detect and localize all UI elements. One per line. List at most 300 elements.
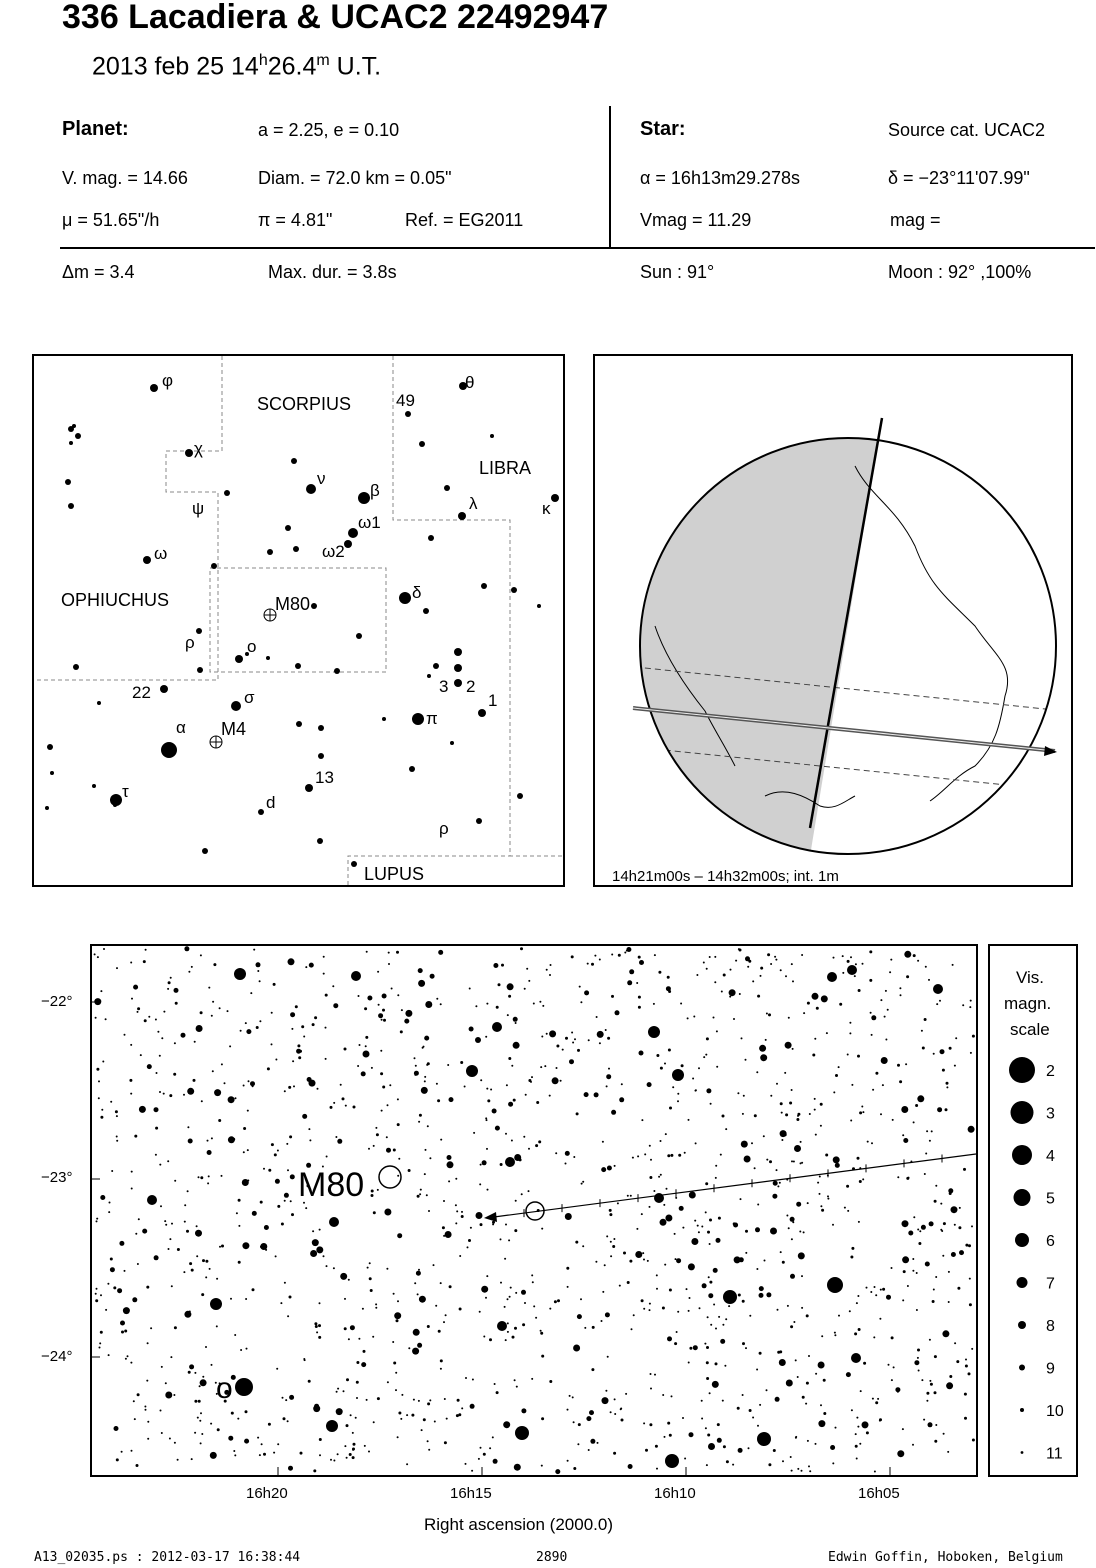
field-star bbox=[904, 951, 911, 958]
field-star bbox=[417, 1195, 420, 1198]
field-star bbox=[887, 1009, 889, 1011]
field-star bbox=[116, 1136, 118, 1138]
field-star bbox=[256, 1026, 259, 1029]
field-star bbox=[181, 1033, 186, 1038]
field-star bbox=[709, 1392, 711, 1394]
field-star bbox=[137, 1011, 139, 1013]
field-star bbox=[500, 1238, 502, 1240]
field-star bbox=[916, 1272, 918, 1274]
field-star bbox=[688, 1362, 690, 1364]
field-star bbox=[666, 1188, 668, 1190]
field-star bbox=[353, 1443, 356, 1446]
field-star bbox=[246, 1029, 251, 1034]
field-star bbox=[759, 1293, 764, 1298]
bright-star bbox=[234, 968, 246, 980]
field-star bbox=[340, 1273, 347, 1280]
field-star bbox=[667, 976, 670, 979]
field-star bbox=[296, 1049, 301, 1054]
field-star bbox=[95, 1299, 98, 1302]
constellation-star bbox=[454, 679, 462, 687]
field-star bbox=[202, 1376, 204, 1378]
bright-star bbox=[827, 972, 837, 982]
field-star bbox=[765, 1039, 767, 1041]
field-star bbox=[421, 1087, 428, 1094]
field-star bbox=[932, 1300, 935, 1303]
field-star bbox=[772, 1194, 777, 1199]
field-star bbox=[729, 989, 736, 996]
field-star bbox=[823, 1379, 826, 1382]
constellation-star bbox=[478, 709, 486, 717]
field-star bbox=[847, 1210, 849, 1212]
field-star bbox=[766, 1013, 768, 1015]
field-star bbox=[774, 956, 776, 958]
field-star bbox=[567, 1409, 569, 1411]
field-star bbox=[591, 1368, 594, 1371]
field-star bbox=[869, 950, 872, 953]
field-star bbox=[889, 971, 891, 973]
field-star bbox=[238, 1199, 241, 1202]
field-star bbox=[662, 1394, 664, 1396]
constellation-star bbox=[97, 701, 101, 705]
field-star bbox=[268, 1423, 271, 1426]
field-star bbox=[514, 1379, 516, 1381]
field-star bbox=[838, 1315, 840, 1317]
field-star bbox=[227, 1010, 229, 1012]
field-star bbox=[259, 1020, 261, 1022]
field-star bbox=[569, 1395, 571, 1397]
field-star bbox=[647, 1260, 649, 1262]
field-star bbox=[959, 1250, 964, 1255]
field-star bbox=[207, 1182, 209, 1184]
field-star bbox=[850, 956, 852, 958]
field-star bbox=[638, 956, 641, 959]
field-star bbox=[323, 973, 325, 975]
field-star bbox=[797, 1468, 799, 1470]
constellation-star bbox=[296, 721, 302, 727]
field-star bbox=[259, 1454, 261, 1456]
field-star bbox=[252, 1211, 257, 1216]
field-star bbox=[901, 1106, 908, 1113]
constellation-star bbox=[454, 664, 462, 672]
field-star bbox=[526, 968, 528, 970]
field-star bbox=[655, 1445, 658, 1448]
field-star bbox=[926, 1130, 928, 1132]
field-star bbox=[397, 1233, 402, 1238]
bright-star bbox=[210, 1298, 222, 1310]
field-star bbox=[649, 1303, 651, 1305]
field-star bbox=[576, 1112, 579, 1115]
field-star bbox=[193, 1079, 196, 1082]
constellation-star bbox=[344, 540, 352, 548]
field-star bbox=[504, 1258, 506, 1260]
field-star bbox=[397, 1300, 399, 1302]
field-star bbox=[353, 1106, 356, 1109]
constellation-star bbox=[113, 803, 117, 807]
field-star bbox=[250, 992, 252, 994]
field-star bbox=[948, 1271, 950, 1273]
field-star bbox=[557, 1299, 560, 1302]
field-star bbox=[660, 1067, 663, 1070]
field-star bbox=[136, 1464, 139, 1467]
field-star bbox=[781, 1112, 783, 1114]
field-star bbox=[521, 1408, 526, 1413]
field-star bbox=[934, 1355, 937, 1358]
field-star bbox=[649, 1206, 651, 1208]
field-star bbox=[851, 1409, 853, 1411]
field-star bbox=[785, 975, 787, 977]
field-star bbox=[169, 1438, 171, 1440]
field-star bbox=[513, 1099, 516, 1102]
star-vmag: Vmag = 11.29 bbox=[640, 210, 752, 230]
field-star bbox=[859, 1443, 861, 1445]
field-star bbox=[471, 1470, 473, 1472]
field-star bbox=[486, 1088, 488, 1090]
field-star bbox=[860, 1390, 862, 1392]
field-star bbox=[839, 1003, 842, 1006]
field-star bbox=[189, 1262, 192, 1265]
constellation-star bbox=[351, 861, 357, 867]
field-star bbox=[132, 1297, 137, 1302]
star-greek-label: λ bbox=[469, 494, 478, 513]
field-star bbox=[419, 1114, 422, 1117]
field-star bbox=[835, 1427, 837, 1429]
field-star bbox=[284, 1282, 286, 1284]
field-star bbox=[972, 1439, 975, 1442]
field-star bbox=[357, 1065, 359, 1067]
field-star bbox=[826, 1032, 828, 1034]
field-star bbox=[487, 1099, 490, 1102]
field-star bbox=[400, 1030, 403, 1033]
field-star bbox=[216, 1278, 218, 1280]
field-star bbox=[535, 1144, 538, 1147]
field-star bbox=[954, 1065, 956, 1067]
field-star bbox=[800, 1141, 802, 1143]
field-star bbox=[965, 1244, 968, 1247]
field-star bbox=[766, 1159, 768, 1161]
field-star bbox=[707, 1316, 709, 1318]
page-title: 336 Lacadiera & UCAC2 22492947 bbox=[62, 0, 609, 36]
field-star bbox=[770, 1095, 772, 1097]
field-star bbox=[325, 1027, 327, 1029]
field-star bbox=[161, 1366, 163, 1368]
field-star bbox=[668, 987, 671, 990]
field-star bbox=[571, 955, 574, 958]
field-star bbox=[161, 1432, 163, 1434]
field-star bbox=[971, 1348, 973, 1350]
field-star bbox=[618, 954, 621, 957]
field-star bbox=[530, 1081, 532, 1083]
field-star bbox=[323, 1255, 325, 1257]
field-star bbox=[823, 1412, 826, 1415]
field-star bbox=[289, 1135, 292, 1138]
field-star bbox=[393, 1149, 396, 1152]
field-star bbox=[637, 1155, 639, 1157]
field-star bbox=[464, 1086, 466, 1088]
field-star bbox=[681, 1064, 684, 1067]
sun-elongation: Sun : 91° bbox=[640, 262, 715, 282]
field-star bbox=[572, 1042, 574, 1044]
field-star bbox=[456, 1210, 458, 1212]
field-star bbox=[508, 1102, 513, 1107]
field-star bbox=[508, 995, 511, 998]
constellation-star bbox=[412, 713, 424, 725]
field-star bbox=[196, 1255, 198, 1257]
field-star bbox=[233, 1450, 235, 1452]
field-star bbox=[709, 956, 711, 958]
field-star bbox=[309, 1139, 311, 1141]
field-star bbox=[134, 1418, 136, 1420]
field-star bbox=[252, 1288, 255, 1291]
field-star bbox=[271, 1043, 273, 1045]
field-star bbox=[312, 1239, 319, 1246]
field-star bbox=[786, 1215, 788, 1217]
field-star bbox=[444, 1398, 446, 1400]
field-star bbox=[376, 1133, 379, 1136]
field-star bbox=[732, 1464, 734, 1466]
field-star bbox=[198, 1400, 201, 1403]
constellation-star bbox=[68, 503, 74, 509]
field-star bbox=[303, 1036, 305, 1038]
field-star bbox=[917, 1349, 920, 1352]
field-star bbox=[314, 1404, 319, 1409]
field-star bbox=[908, 1177, 910, 1179]
field-star bbox=[760, 975, 762, 977]
field-star bbox=[573, 1467, 576, 1470]
field-star bbox=[802, 1396, 805, 1399]
field-star bbox=[336, 1408, 343, 1415]
field-star bbox=[777, 1309, 779, 1311]
field-star bbox=[124, 1270, 126, 1272]
field-star bbox=[814, 1109, 816, 1111]
field-star bbox=[378, 1004, 380, 1006]
field-star bbox=[636, 1228, 638, 1230]
field-star bbox=[869, 979, 872, 982]
field-star bbox=[314, 1322, 317, 1325]
field-star bbox=[131, 1188, 133, 1190]
field-star bbox=[902, 1134, 904, 1136]
field-star bbox=[775, 1397, 780, 1402]
field-star bbox=[200, 1379, 207, 1386]
field-star bbox=[913, 1121, 915, 1123]
field-star bbox=[363, 1051, 370, 1058]
field-star bbox=[693, 1345, 698, 1350]
field-star bbox=[796, 1118, 799, 1121]
field-star bbox=[300, 1452, 303, 1455]
field-star bbox=[902, 1256, 909, 1263]
field-star bbox=[582, 1245, 584, 1247]
field-star bbox=[833, 957, 835, 959]
field-star bbox=[100, 1331, 103, 1334]
field-star bbox=[721, 991, 723, 993]
field-star bbox=[667, 1154, 670, 1157]
field-star bbox=[627, 1195, 629, 1197]
field-star bbox=[290, 1200, 292, 1202]
bright-star bbox=[827, 1277, 843, 1293]
field-star bbox=[665, 1215, 672, 1222]
y-tick-label: −24° bbox=[41, 1348, 73, 1365]
field-star bbox=[444, 1441, 447, 1444]
field-star bbox=[795, 1436, 797, 1438]
field-star bbox=[515, 1292, 517, 1294]
field-star bbox=[785, 1113, 788, 1116]
field-star bbox=[445, 1231, 452, 1238]
field-star bbox=[314, 1016, 317, 1019]
field-star bbox=[424, 1076, 426, 1078]
field-star bbox=[742, 1113, 744, 1115]
field-star bbox=[763, 1135, 765, 1137]
field-star bbox=[457, 1399, 460, 1402]
magnitude-scale bbox=[988, 944, 1078, 1477]
field-star bbox=[934, 1391, 937, 1394]
field-star bbox=[425, 1149, 427, 1151]
field-star bbox=[333, 1102, 335, 1104]
field-star bbox=[531, 1378, 533, 1380]
field-star bbox=[506, 1084, 508, 1086]
field-star bbox=[875, 1294, 877, 1296]
bright-star bbox=[648, 1026, 660, 1038]
field-star bbox=[284, 1200, 286, 1202]
field-star bbox=[187, 1088, 194, 1095]
field-star bbox=[704, 1343, 706, 1345]
field-star bbox=[238, 1261, 241, 1264]
field-star bbox=[790, 1456, 792, 1458]
field-star bbox=[368, 1148, 370, 1150]
field-star bbox=[678, 1154, 681, 1157]
star-greek-label: ο bbox=[247, 637, 257, 656]
field-star bbox=[479, 1183, 481, 1185]
field-star bbox=[394, 1312, 401, 1319]
field-star bbox=[201, 1433, 203, 1435]
field-star bbox=[951, 1206, 958, 1213]
field-star bbox=[443, 1200, 445, 1202]
field-star bbox=[436, 998, 438, 1000]
field-star bbox=[169, 1238, 171, 1240]
field-star bbox=[885, 990, 887, 992]
field-star bbox=[513, 1017, 518, 1022]
field-star bbox=[856, 1302, 858, 1304]
constellation-star bbox=[419, 441, 425, 447]
field-star bbox=[110, 1101, 112, 1103]
constellation-star bbox=[423, 608, 429, 614]
field-star bbox=[273, 983, 276, 986]
constellation-star bbox=[454, 648, 462, 656]
field-star bbox=[257, 1437, 259, 1439]
planet-parallax: π = 4.81" bbox=[258, 210, 333, 230]
field-star bbox=[713, 1017, 715, 1019]
field-star bbox=[689, 1192, 696, 1199]
field-star bbox=[493, 1459, 498, 1464]
field-star bbox=[798, 1252, 805, 1259]
field-star bbox=[333, 1003, 338, 1008]
field-star bbox=[633, 1314, 635, 1316]
field-star bbox=[580, 1298, 582, 1300]
field-star bbox=[718, 1217, 721, 1220]
bright-star bbox=[351, 971, 361, 981]
field-star bbox=[243, 1151, 245, 1153]
field-star bbox=[609, 1213, 612, 1216]
field-star bbox=[584, 1327, 586, 1329]
field-star bbox=[475, 1005, 477, 1007]
field-star bbox=[754, 1114, 757, 1117]
field-star bbox=[246, 1348, 248, 1350]
constellation-star bbox=[258, 809, 264, 815]
field-star bbox=[621, 1083, 623, 1085]
field-star bbox=[722, 1324, 724, 1326]
field-star bbox=[820, 1205, 822, 1207]
globe-svg bbox=[595, 356, 1071, 885]
field-star bbox=[319, 1438, 322, 1441]
field-star bbox=[541, 1355, 544, 1358]
field-star bbox=[912, 1444, 914, 1446]
field-star bbox=[459, 1308, 462, 1311]
field-star bbox=[921, 1379, 923, 1381]
constellation-star bbox=[444, 485, 450, 491]
field-star bbox=[654, 1374, 656, 1376]
field-star bbox=[644, 1153, 646, 1155]
field-star bbox=[235, 1097, 237, 1099]
field-star bbox=[361, 1071, 366, 1076]
mag-scale-value: 2 bbox=[1046, 1063, 1055, 1080]
field-star bbox=[891, 1336, 894, 1339]
info-table-lines bbox=[0, 0, 1096, 300]
field-star bbox=[650, 1159, 652, 1161]
field-star bbox=[228, 1436, 233, 1441]
field-star bbox=[856, 1458, 858, 1460]
field-star bbox=[423, 1418, 426, 1421]
field-star bbox=[371, 1190, 374, 1193]
field-star bbox=[99, 1342, 101, 1344]
star-number-label: 22 bbox=[132, 683, 151, 702]
field-star bbox=[660, 1219, 667, 1226]
field-star bbox=[701, 1226, 703, 1228]
field-star bbox=[406, 1463, 408, 1465]
field-star bbox=[308, 1128, 310, 1130]
field-star bbox=[768, 1463, 771, 1466]
field-star bbox=[540, 1066, 542, 1068]
field-star bbox=[606, 1085, 608, 1087]
field-star bbox=[428, 1210, 430, 1212]
field-star bbox=[552, 1077, 559, 1084]
field-star bbox=[188, 1139, 193, 1144]
field-star bbox=[478, 1458, 480, 1460]
field-star bbox=[720, 1154, 722, 1156]
field-star bbox=[946, 1082, 949, 1085]
field-star bbox=[380, 1050, 382, 1052]
constellation-star bbox=[317, 838, 323, 844]
field-star bbox=[378, 1013, 383, 1018]
field-star bbox=[440, 1368, 442, 1370]
field-star bbox=[715, 1328, 717, 1330]
field-star bbox=[344, 1327, 347, 1330]
mag-scale-title: magn. bbox=[1004, 994, 1052, 1013]
field-star bbox=[531, 1076, 533, 1078]
field-star bbox=[669, 1289, 672, 1292]
field-star bbox=[146, 1286, 149, 1289]
field-star bbox=[785, 1042, 792, 1049]
field-star bbox=[733, 1223, 738, 1228]
field-star bbox=[490, 1089, 492, 1091]
field-star bbox=[748, 1447, 750, 1449]
field-star bbox=[200, 1176, 203, 1179]
field-star bbox=[870, 1291, 872, 1293]
field-star bbox=[693, 1016, 695, 1018]
field-star bbox=[821, 995, 828, 1002]
constellation-label: LIBRA bbox=[479, 458, 532, 478]
field-star bbox=[650, 1388, 652, 1390]
field-star bbox=[560, 1080, 562, 1082]
field-star bbox=[834, 1334, 836, 1336]
field-star bbox=[295, 1005, 298, 1008]
